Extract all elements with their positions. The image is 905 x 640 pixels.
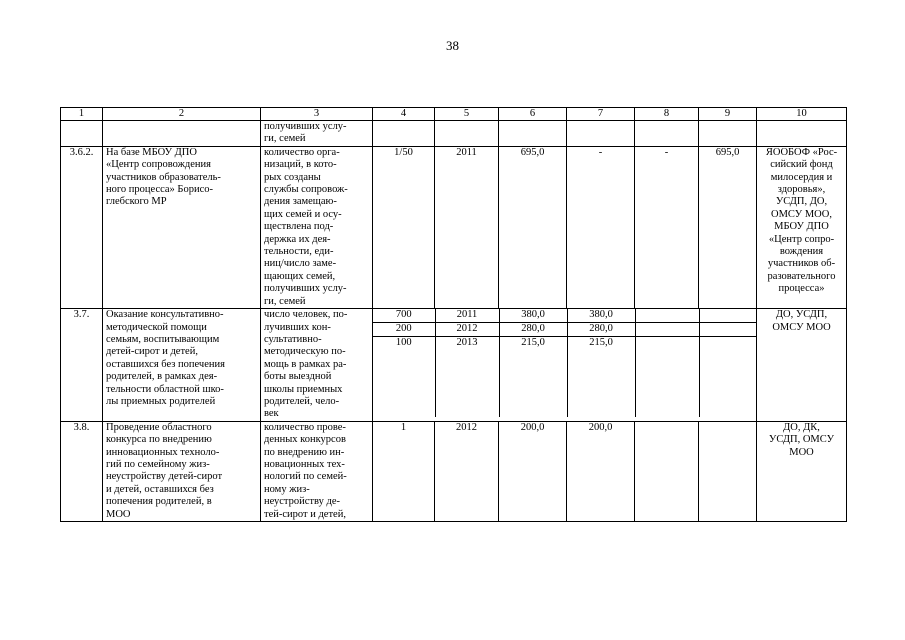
header-cell: 7 [567,108,635,121]
table-row-3-7 [61,309,847,422]
funding-total: 695,0 [499,146,567,308]
year: 2012 [435,421,499,521]
funding-col7: - [567,146,635,308]
column-number-header [61,108,847,121]
executors: ДО, ДК, УСДП, ОМСУ МОО [757,421,847,521]
header-cell: 2 [103,108,261,121]
sub-row: 700 2011 380,0 380,0 [373,309,757,323]
indicator-value: 1/50 [373,146,435,308]
table-row-3-8 [61,421,847,521]
header-cell: 9 [699,108,757,121]
sub-row: 200 2012 280,0 280,0 [373,323,757,337]
yearly-subtable [373,309,757,417]
funding-col9: 695,0 [699,146,757,308]
executors: ЯООБОФ «Рос- сийский фонд милосердия и здоровья», УСДП, ДО, ОМСУ МОО, МБОУ ДПО «Центр сопро- вождения участников об- разовательного процесса» [757,146,847,308]
indicator-value: 1 [373,421,435,521]
header-cell: 4 [373,108,435,121]
funding-col7: 200,0 [567,421,635,521]
indicator-cell: число человек, по- лучивших кон- сультативно- методическую по- мощь в рамках ра- боты выездной школы приемных родителей, чело- век [261,309,373,422]
page-number: 38 [446,38,459,53]
header-cell: 10 [757,108,847,121]
activity-name: Оказание консультативно- методической помощи семьям, воспитывающим детей-сирот и детей, оставшихся без попечения родителей, в рамках дея- тельности областной шко- лы приемных родителей [103,309,261,422]
funding-col8: - [635,146,699,308]
indicator-cell: количество прове- денных конкурсов по внедрению ин- новационных тех- нологий по семей- ному жиз- неустройству де- тей-сирот и детей, [261,421,373,521]
activity-name: Проведение областного конкурса по внедрению инновационных техноло- гий по семейному жиз- неустройству детей-сирот и детей, оставшихся без попечения родителей, в МОО [103,421,261,521]
table-row-3-6-2 [61,146,847,308]
indicator-cell: количество орга- низаций, в кото- рых созданы службы сопровож- дения замещаю- щих семей и осу- ществлена под- держка их дея- тельности, еди- ниц/число заме- щающих семей, получивших услу- ги, семей [261,146,373,308]
executors: ДО, УСДП, ОМСУ МОО [757,309,847,422]
item-number: 3.7. [61,309,103,422]
header-cell: 6 [499,108,567,121]
sub-row: 100 2013 215,0 215,0 [373,337,757,418]
program-table [60,107,847,522]
year: 2011 [435,146,499,308]
indicator-cell: получивших услу- ги, семей [261,121,373,147]
item-number: 3.6.2. [61,146,103,308]
item-number: 3.8. [61,421,103,521]
header-cell: 1 [61,108,103,121]
yearly-breakdown [373,309,757,422]
header-cell: 5 [435,108,499,121]
header-cell: 3 [261,108,373,121]
header-cell: 8 [635,108,699,121]
table-row-continuation [61,121,847,147]
funding-total: 200,0 [499,421,567,521]
activity-name: На базе МБОУ ДПО «Центр сопровождения участников образователь- ного процесса» Борисо- глебского МР [103,146,261,308]
